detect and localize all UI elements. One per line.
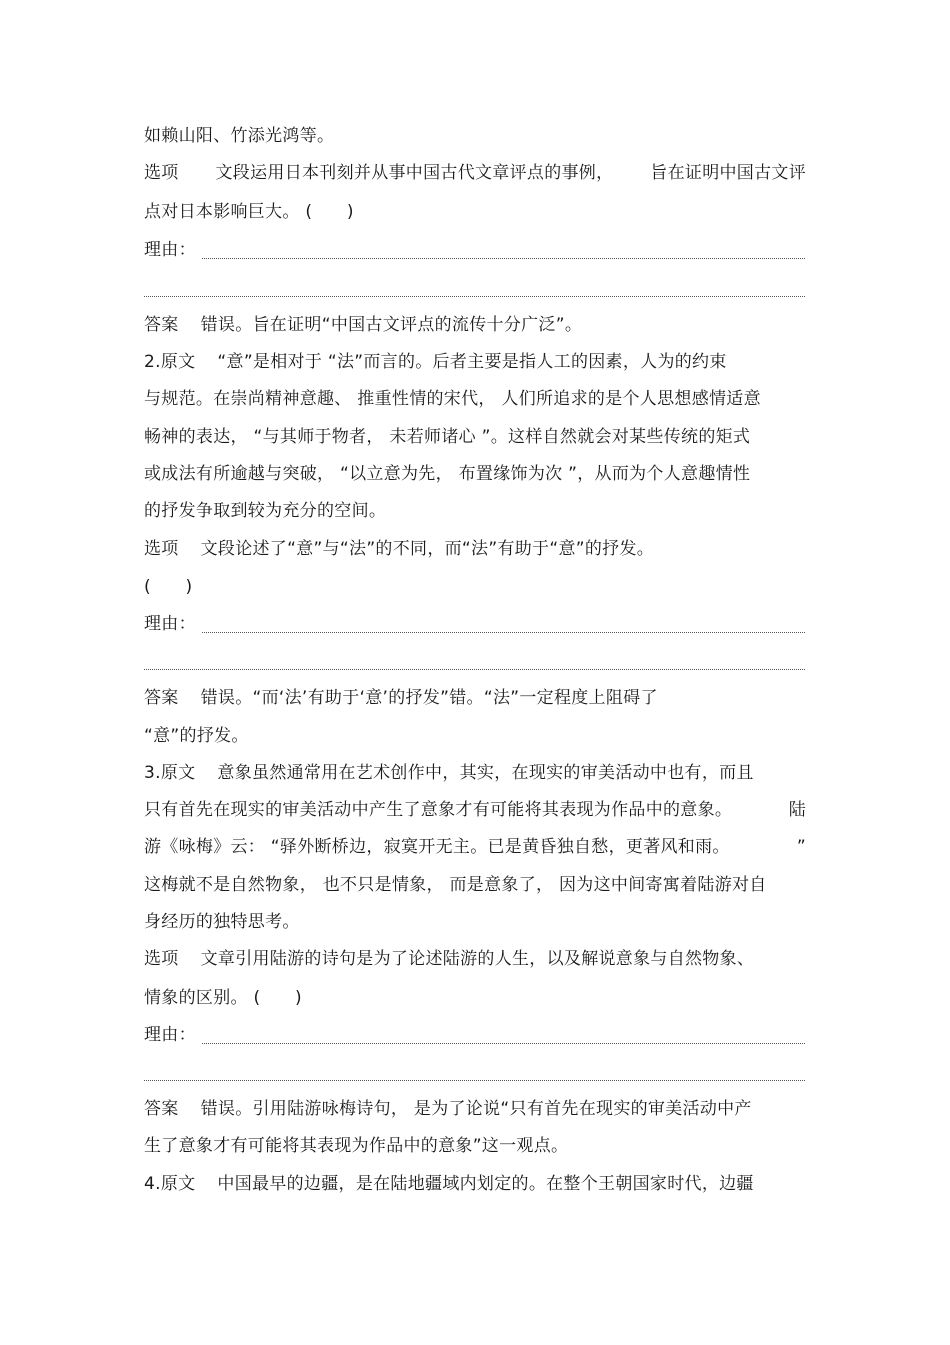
q3-original-line (144, 761, 806, 785)
text-line (144, 910, 806, 934)
original-text: 身经历的独特思考。 (144, 912, 300, 932)
original-text: 陆 (788, 800, 806, 820)
original-text: 游《咏梅》云： “驿外断桥边，寂寞开无主。已是黄昏独自愁，更著风和雨。 (144, 837, 730, 857)
q3-option-line-2 (144, 986, 806, 1010)
original-text: 中国最早的边疆，是在陆地疆域内划定的。在整个王朝国家时代，边疆 (217, 1174, 754, 1194)
answer-label: 答案 (144, 315, 179, 335)
q3-answer-line (144, 1097, 806, 1121)
original-text: 这梅就不是自然物象， 也不只是情象， 而是意象了， 因为这中间寄寓着陆游对自 (144, 875, 767, 895)
option-text: 文段论述了“意”与“法”的不同，而“法”有助于“意”的抒发。 (200, 539, 655, 559)
question-label: 3.原文 (144, 763, 196, 783)
text-line (144, 835, 806, 859)
option-text: 情象的区别。 ( ) (144, 988, 302, 1008)
text-line (144, 873, 806, 897)
q1-answer-line (144, 313, 806, 337)
option-text: 点对日本影响巨大。 ( ) (144, 202, 354, 222)
reason-label: 理由： (144, 1025, 196, 1045)
answer-label: 答案 (144, 688, 179, 708)
text-line (144, 724, 806, 748)
original-text: 畅神的表达， “与其师于物者， 未若师诸心 ”。这样自然就会对某些传统的矩式 (144, 427, 751, 447)
option-text: 文段运用日本刊刻并从事中国古代文章评点的事例， (215, 163, 614, 183)
q3-option-line (144, 947, 806, 971)
reason-label: 理由： (144, 614, 196, 634)
q3-reason-answer-line[interactable] (202, 1043, 805, 1044)
answer-text: 错误。旨在证明“中国古文评点的流传十分广泛”。 (200, 315, 583, 335)
q1-reason-answer-line-2[interactable] (144, 296, 805, 297)
original-text: “意”是相对于 “法”而言的。后者主要是指人工的因素，人为的约束 (217, 352, 727, 372)
question-label: 4.原文 (144, 1174, 196, 1194)
q3-reason-answer-line-2[interactable] (144, 1080, 805, 1081)
reason-label: 理由： (144, 240, 196, 260)
q2-answer-line (144, 686, 806, 710)
option-label: 选项 (144, 539, 179, 559)
answer-text: 生了意象才有可能将其表现为作品中的意象”这一观点。 (144, 1136, 569, 1156)
original-text: 或成法有所逾越与突破， “以立意为先， 布置缘饰为次 ”，从而为个人意趣情性 (144, 464, 751, 484)
original-text: 意象虽然通常用在艺术创作中，其实，在现实的审美活动中也有，而且 (217, 763, 754, 783)
q1-reason-answer-line[interactable] (202, 258, 805, 259)
original-text: ” (796, 837, 806, 857)
original-text: 与规范。在崇尚精神意趣、 推重性情的宋代， 人们所追求的是个人思想感情适意 (144, 389, 761, 409)
q1-option-line-2 (144, 200, 806, 224)
option-label: 选项 (144, 163, 179, 183)
text-line (144, 1134, 806, 1158)
q2-reason-label (144, 612, 204, 636)
q2-reason-answer-line-2[interactable] (144, 669, 805, 670)
q2-option-line (144, 537, 806, 561)
original-text: 的抒发争取到较为充分的空间。 (144, 501, 387, 521)
q1-option-line (144, 161, 806, 185)
question-label: 2.原文 (144, 352, 196, 372)
q2-original-line (144, 350, 806, 374)
q2-reason-answer-line[interactable] (202, 632, 805, 633)
option-text: 旨在证明中国古文评 (650, 163, 806, 183)
q3-reason-label (144, 1023, 204, 1047)
continuation-text: 如赖山阳、竹添光鸿等。 (144, 126, 335, 146)
option-text: 文章引用陆游的诗句是为了论述陆游的人生，以及解说意象与自然物象、 (200, 949, 755, 969)
q4-original-line (144, 1172, 806, 1196)
original-text: 只有首先在现实的审美活动中产生了意象才有可能将其表现为作品中的意象。 (144, 800, 733, 820)
text-line (144, 387, 806, 411)
text-line (144, 425, 806, 449)
answer-text: “意”的抒发。 (144, 726, 249, 746)
q1-reason-label (144, 238, 204, 262)
text-line (144, 499, 806, 523)
text-line (144, 462, 806, 486)
option-label: 选项 (144, 949, 179, 969)
text-line (144, 798, 806, 822)
answer-text: 错误。引用陆游咏梅诗句， 是为了论说“只有首先在现实的审美活动中产 (200, 1099, 752, 1119)
answer-label: 答案 (144, 1099, 179, 1119)
q2-option-line-2 (144, 575, 806, 599)
text-line (144, 124, 806, 148)
answer-bracket: ( ) (144, 577, 193, 597)
answer-text: 错误。“而‘法’有助于‘意’的抒发”错。“法”一定程度上阻碍了 (200, 688, 658, 708)
